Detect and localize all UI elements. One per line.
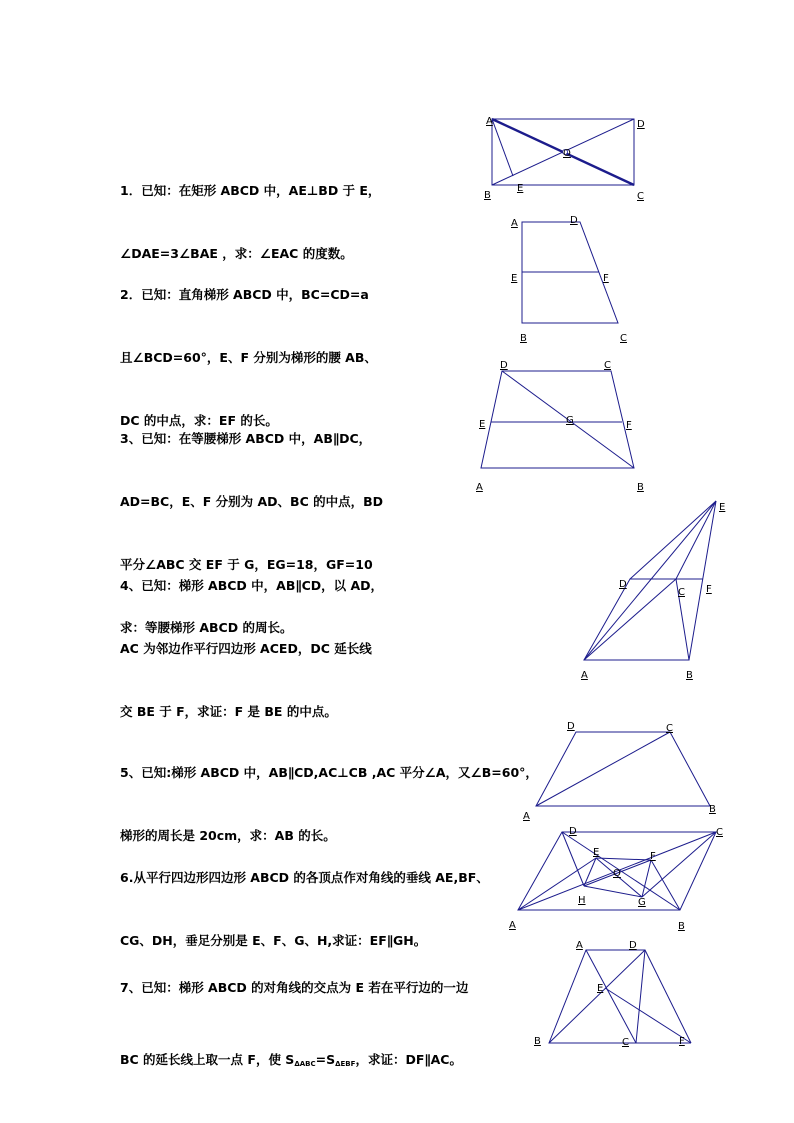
problem-4-line-1: 4、已知：梯形 ABCD 中，AB∥CD，以 AD， xyxy=(120,578,384,593)
problem-3-line-4: 求：等腰梯形 ABCD 的周长。 xyxy=(120,620,293,635)
fig7-ef xyxy=(605,988,691,1043)
fig4-label-b: B xyxy=(686,670,693,681)
problem-7-line-2-pre: BC 的延长线上取一点 F，使 S xyxy=(120,1052,295,1067)
problem-7-sub-abc: ΔABC xyxy=(294,1060,316,1068)
problem-7-line-1: 7、已知：梯形 ABCD 的对角线的交点为 E 若在平行边的一边 xyxy=(120,980,469,995)
fig7-label-b: B xyxy=(534,1036,541,1047)
fig3-label-a: A xyxy=(476,482,483,493)
fig7-label-e: E xyxy=(597,983,604,994)
problem-1-line-1: 1．已知：在矩形 ABCD 中，AE⊥BD 于 E， xyxy=(120,183,381,198)
fig1-label-a: A xyxy=(486,116,493,127)
fig1-label-o: O xyxy=(563,148,571,159)
fig6-label-b: B xyxy=(678,921,685,932)
fig2-label-e: E xyxy=(511,273,518,284)
fig5-label-b: B xyxy=(709,804,716,815)
fig5-label-a: A xyxy=(523,811,530,822)
fig4-label-a: A xyxy=(581,670,588,681)
problem-2-line-2: 且∠BCD=60°，E、F 分别为梯形的腰 AB、 xyxy=(120,350,377,365)
problem-1-line-2: ∠DAE=3∠BAE ，求：∠EAC 的度数。 xyxy=(120,246,353,261)
problem-7-eq: =S xyxy=(315,1052,336,1067)
fig4-label-d: D xyxy=(619,579,627,590)
fig3-label-d: D xyxy=(500,360,508,371)
fig3-label-b: B xyxy=(637,482,644,493)
fig7-bd xyxy=(549,950,645,1043)
fig3-label-f: F xyxy=(626,420,632,431)
problem-6-line-1: 6.从平行四边形四边形 ABCD 的各顶点作对角线的垂线 AE,BF、 xyxy=(120,870,489,885)
fig1-label-c: C xyxy=(637,191,644,202)
fig6-label-a: A xyxy=(509,920,516,931)
fig2-label-c: C xyxy=(620,333,627,344)
fig3-label-g: G xyxy=(566,415,574,426)
fig1-label-d: D xyxy=(637,119,645,130)
fig4-label-c: C xyxy=(678,587,685,598)
problem-2-line-3: DC 的中点，求：EF 的长。 xyxy=(120,413,278,428)
fig6-label-e: E xyxy=(593,847,600,858)
problem-2-line-1: 2．已知：直角梯形 ABCD 中，BC=CD=a xyxy=(120,287,369,302)
fig7-label-c: C xyxy=(622,1037,629,1048)
problem-3-line-1: 3、已知：在等腰梯形 ABCD 中，AB∥DC， xyxy=(120,431,372,446)
fig1-label-b: B xyxy=(484,190,491,201)
problem-6-line-2: CG、DH，垂足分别是 E、F、G、H,求证：EF∥GH。 xyxy=(120,933,427,948)
fig6-label-d: D xyxy=(569,826,577,837)
fig2-label-f: F xyxy=(603,273,609,284)
fig6-label-f: F xyxy=(650,851,656,862)
problem-5-line-1: 5、已知:梯形 ABCD 中，AB∥CD,AC⊥CB ,AC 平分∠A，又∠B=60°， xyxy=(120,765,538,780)
fig7-ac xyxy=(586,950,636,1043)
fig7-label-a: A xyxy=(576,940,583,951)
fig6-label-o: O xyxy=(613,868,621,879)
problem-5-line-2: 梯形的周长是 20cm，求：AB 的长。 xyxy=(120,828,336,843)
fig4-label-f: F xyxy=(706,584,712,595)
fig3-label-e: E xyxy=(479,419,486,430)
problem-7-sub-ebf: ΔEBF xyxy=(335,1060,356,1068)
problem-4-line-2: AC 为邻边作平行四边形 ACED，DC 延长线 xyxy=(120,641,372,656)
problem-4-line-3: 交 BE 于 F，求证：F 是 BE 的中点。 xyxy=(120,704,337,719)
fig2-label-d: D xyxy=(570,215,578,226)
fig2-label-b: B xyxy=(520,333,527,344)
fig7-label-f: F xyxy=(679,1036,685,1047)
problem-3-line-3: 平分∠ABC 交 EF 于 G，EG=18，GF=10 xyxy=(120,557,373,572)
fig7-df xyxy=(645,950,691,1043)
fig1-label-e: E xyxy=(517,183,524,194)
fig3-label-c: C xyxy=(604,360,611,371)
fig7-label-d: D xyxy=(629,940,637,951)
problem-7-line-2-post: ，求证：DF∥AC。 xyxy=(355,1052,462,1067)
fig6-label-g: G xyxy=(638,897,646,908)
fig6-label-c: C xyxy=(716,827,723,838)
fig2-label-a: A xyxy=(511,218,518,229)
fig6-label-h: H xyxy=(578,895,586,906)
fig5-label-d: D xyxy=(567,721,575,732)
problem-3-line-2: AD=BC，E、F 分别为 AD、BC 的中点，BD xyxy=(120,494,384,509)
fig5-label-c: C xyxy=(666,723,673,734)
fig4-label-e: E xyxy=(719,502,726,513)
